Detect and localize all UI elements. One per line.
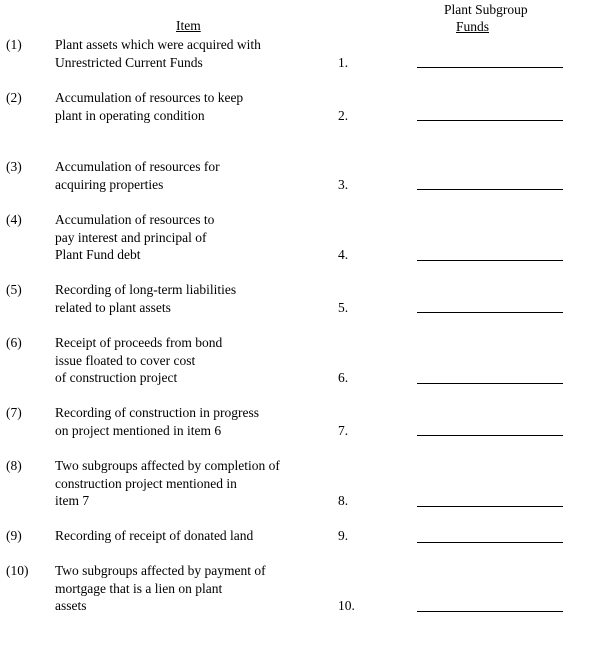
item-text-line: mortgage that is a lien on plant	[55, 580, 223, 596]
item-text-line: acquiring properties	[55, 176, 164, 192]
item-number: (2)	[6, 90, 22, 105]
answer-blank[interactable]	[417, 189, 563, 190]
fund-column-header-line2: Funds	[456, 19, 490, 34]
item-description	[55, 281, 236, 316]
item-text-line: Accumulation of resources to	[55, 212, 215, 227]
item-text-line: Two subgroups affected by completion of	[55, 458, 280, 473]
item-text-line: related to plant assets	[55, 299, 171, 315]
answer-blank[interactable]	[417, 383, 563, 384]
item-description	[55, 404, 259, 439]
item-number: (8)	[6, 458, 22, 473]
item-text-line: Receipt of proceeds from bond	[55, 335, 223, 350]
item-number: (1)	[6, 37, 22, 52]
item-number: (6)	[6, 335, 22, 350]
item-text-line: Two subgroups affected by payment of	[55, 563, 266, 578]
item-text-line: Plant Fund debt	[55, 247, 141, 262]
answer-blank[interactable]	[417, 611, 563, 612]
answer-blank[interactable]	[417, 506, 563, 507]
item-text-line: of construction project	[55, 370, 178, 385]
item-number: (7)	[6, 405, 22, 420]
fund-column-header-line1: Plant Subgroup	[444, 2, 528, 17]
item-description	[55, 457, 280, 510]
item-text-line: Accumulation of resources for	[55, 159, 220, 174]
answer-number: 1.	[338, 54, 349, 70]
item-column-header: Item	[176, 18, 201, 33]
item-text-line: Recording of construction in progress	[55, 405, 259, 420]
item-text-line: Recording of receipt of donated land	[55, 528, 254, 543]
item-description	[55, 89, 243, 124]
item-number: (10)	[6, 563, 29, 578]
item-text-line: pay interest and principal of	[55, 229, 207, 245]
answer-number: 5.	[338, 299, 349, 315]
item-text-line: Plant assets which were acquired with	[55, 37, 261, 52]
item-description	[55, 36, 261, 71]
item-number: (5)	[6, 282, 22, 297]
item-text-line: on project mentioned in item 6	[55, 422, 222, 438]
answer-number: 10.	[338, 598, 355, 613]
answer-number: 2.	[338, 107, 349, 123]
answer-number: 9.	[338, 528, 349, 543]
answer-blank[interactable]	[417, 312, 563, 313]
item-number: (9)	[6, 528, 22, 543]
item-text-line: assets	[55, 598, 87, 613]
item-text-line: plant in operating condition	[55, 107, 205, 123]
answer-number: 6.	[338, 370, 349, 385]
item-description	[55, 158, 220, 193]
item-number: (4)	[6, 212, 22, 227]
answer-blank[interactable]	[417, 67, 563, 68]
answer-number: 7.	[338, 422, 349, 438]
item-text-line: Accumulation of resources to keep	[55, 90, 244, 105]
answer-blank[interactable]	[417, 542, 563, 543]
item-description	[55, 211, 214, 264]
item-number: (3)	[6, 159, 22, 174]
item-text-line: Recording of long-term liabilities	[55, 282, 237, 297]
item-text-line: item 7	[55, 493, 90, 508]
answer-number: 3.	[338, 176, 349, 192]
answer-blank[interactable]	[417, 120, 563, 121]
item-description	[55, 527, 253, 545]
answer-number: 4.	[338, 247, 349, 262]
item-text-line: Unrestricted Current Funds	[55, 54, 203, 70]
item-description	[55, 334, 222, 387]
item-text-line: construction project mentioned in	[55, 475, 237, 491]
answer-blank[interactable]	[417, 260, 563, 261]
item-text-line: issue floated to cover cost	[55, 352, 196, 368]
answer-blank[interactable]	[417, 435, 563, 436]
answer-number: 8.	[338, 493, 349, 508]
item-description	[55, 562, 266, 615]
